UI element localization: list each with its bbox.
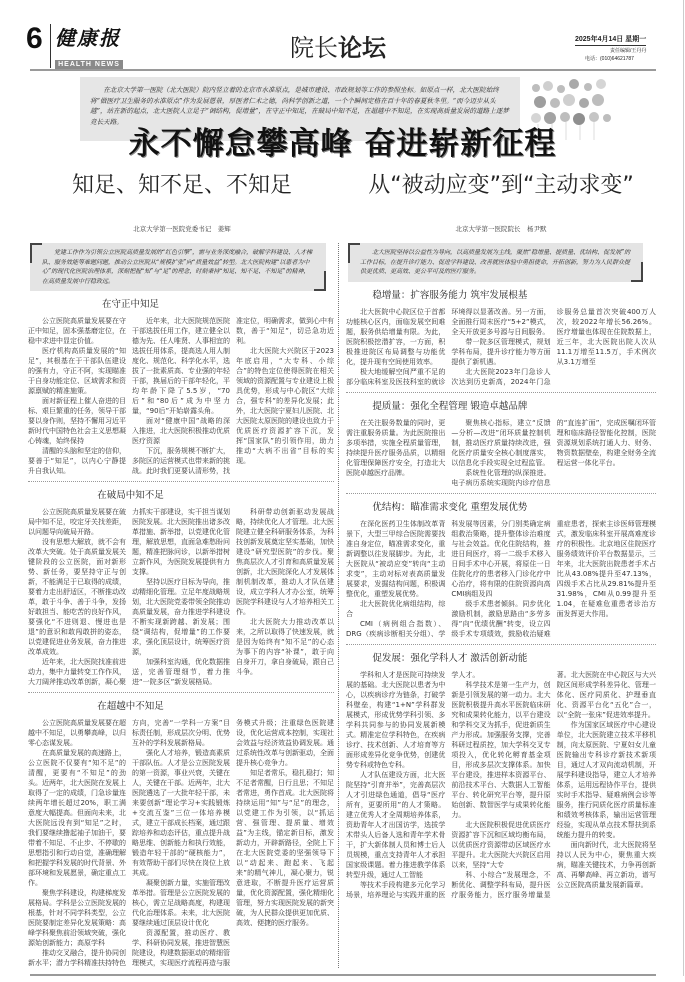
intro-box: 在北京大学第一医院（北大医院）院内竖立着的北京市水准原点，是城市建设、市政规划等工作的参照坐标。如原点一样，北大医院始终将“做医疗卫生服务的水准原点”作为发展愿景，厚医者仁术之德，尚科学创新之道，一个个瞬间定格在百十年的春夏秋冬里。“而今迈步从头越”，站在新的起点，北大医院人立足于“调结构，促增量”，在守正中知足，在破局中知不足，在超越中不知足，在实现高质量发展的道路上逐梦竞长天路。 [80, 77, 520, 141]
page-header-area [0, 0, 685, 243]
text-columns [28, 316, 334, 476]
paragraph: 北大医院大兴院区于2023年底启用，“大专科、小综合”的特色定位使得医院在相关领域的资源配置与专业建设上极具优势，形成与中心院区“大综合，强专科”的差异化发展；此外，北大医院宁夏妇儿医院、北大医院太原医院的建设也致力于优质医疗资源扩容下沉，发挥“国家队”的引领作用，助力推动“大病不出省”目标的实现。 [236, 347, 334, 465]
text-columns [346, 670, 656, 900]
paragraph: 科、小综合”发展理念，不断优化、调整学科布局，提升医疗服务能力，医疗服务增量显著。北大医院在中心院区与大兴院区间形成学科差异化、管理一体化、医疗同质化、护理垂直化、资源平台化“五化”合一，以“全院一张床”促进效率提升。 [451, 670, 656, 899]
text-columns [346, 418, 656, 488]
paragraph: 级手术患者倾斜。同步优化激励机制，激励思路由“多劳多得”向“优绩优酬”转变，设立四级手术专项绩效，鼓励收治疑难重症患者，探索主诊医师管理模式，激发临床科室开展高难度诊疗的积极性。北京地区住院医疗服务绩效评价平台数据显示，三年来，北大医院出院患者手术占比从43.08%提升至47.13%，四级手术占比从29.81%提升至31.98%，CMI从0.99提升至1.04，在疑难危重患者诊治方面发挥更大作用。 [451, 519, 656, 638]
masthead-divider [50, 24, 51, 68]
paragraph: 面对新征程上催人奋进的目标、艰巨繁重的任务，领导干部要以身作则，坚持不懈用习近平新时代中国特色社会主义思想凝心铸魂，始终保持 [28, 397, 126, 445]
paragraph: 北大医院2023年门急诊人次达到历史新高，2024年门急诊服务总量首次突破400万人次，较2022年增长56.26%。医疗增量也体现在住院数据上，近三年，北大医院出院人次从11.1万增至11.5万，手术例次从3.1万增至 [451, 307, 656, 386]
right-article [338, 243, 656, 968]
articles-area [0, 243, 685, 968]
page-edge [683, 0, 684, 976]
paragraph: 带一院多区管理模式，规划学科布局，提升诊疗能力等方面提供了新机遇。 [451, 337, 551, 366]
section-heading: 优结构：瞄准需求变化 重塑发展优势 [372, 501, 528, 513]
paper-logo: 健康报 [55, 26, 121, 50]
section-heading: 促发展：强化学科人才 激活创新动能 [372, 652, 528, 664]
paragraph: 北大医院积极促进优质医疗资源扩容下沉和区域均衡布局，以优质医疗资源带动区域医疗水平提升。北大医院大兴院区启用以来，坚持“大专 [451, 820, 551, 869]
article-section [346, 392, 656, 488]
section-title [290, 28, 386, 63]
paragraph: 在关注服务数量的同时，更需注重服务质量。为此医院推出多项举措，实施全程质量管理，持续提升医疗服务品质，以精细化管理保障医疗安全，打造北大医院卓越医疗品牌。 [346, 418, 446, 477]
section-title-light: 院长 [290, 34, 338, 62]
paragraph: 没有思想大解放，就不会有改革大突破。处于高质量发展关键阶段的公立医院，面对新形势、新任务，要坚持守正与创新，不能满足于已取得的成绩，要着力走出舒适区，不断推动改革，敢于斗争、善于斗争，发扬好敢担当、能吃苦的良好作风，要强化“不进则退、慢进也是退”的意识和敢闯敢拼的姿态，以党建促进业务发展，奋力推进改革成效。 [28, 538, 126, 656]
paragraph: 等技术手段构建多元化学习场景，培养理论与实践并重的医学人才。 [346, 670, 480, 899]
page-number: 6 [26, 22, 43, 55]
article-section [28, 692, 334, 968]
main-headline: 永不懈怠攀高峰 奋进崭新征程 [128, 126, 557, 162]
paragraph: 坚持以医疗目标为导向，推动精细化管理。立足年度战略规划，北大医院党委带领全院推动高质量发展，奋力推进学科建设不断实现新跨越、新发展；围绕“调结构，促增量”的工作要求，强化顶层设计，统筹医疗资源， [132, 578, 230, 656]
top-rule [30, 69, 656, 71]
paragraph: 下沉，服务规模不断扩大，多院区的运营模式也带来新的挑战。此时我们更要认清形势，找准定位，明确需求，做到心中有数，善于“知足”，切忌急功近利。 [132, 317, 334, 475]
paragraph: 公立医院高质量发展要在超越中不知足，以勇攀高峰，以归零心态谋发展。 [28, 719, 126, 747]
paragraph: 极大地缓解空间严重不足的部分临床科室及医技科室的就诊环境得以显著改善。另一方面，全面推行周末医疗“5+2”模式，全天开放更多号源与日间服务。 [346, 307, 551, 386]
section-heading: 在超越中不知足 [97, 701, 164, 712]
paragraph: 清醒的头脑和坚定的信仰，要善于“知足”，以内心宁静提升自我认知。 [28, 447, 126, 475]
paragraph: 北大医院优化病组结构，综合 [346, 599, 446, 618]
paragraph: 系统性化管理的纵深推进。电子病历系统实现院内诊疗信息的“直连扩面”，完成医嘱闭环管理和临床路径智能化控制，医院资源规划系统打通人力、财务、物资数据壁垒，构建全财务全流程运营一体化平台。 [451, 418, 656, 487]
section-heading: 稳增量：扩容服务能力 筑牢发展根基 [372, 289, 528, 301]
paragraph: CMI（病例组合指数）、DRG（疾病诊断相关分组）、学科发展等因素，分门别类确定病组救治策略，提升整体诊治难度与社会效益。优化住院结构，推进日间医疗，将一二级手术移入日间手术中心开展，将原住一日住院化疗的患者移入门诊化疗中心治疗，将有限的住院资源向高CMI病组及四 [346, 519, 551, 638]
paragraph: 学科和人才是医院可持续发展的基础。北大医院以患者为中心，以疾病诊疗为链条，打破学科壁垒，构建“1+N”学科群发展模式，形成优势学科引领、多学科共同参与的协同发展新模式。精准定位学科特色，在疾病诊疗、技术创新、人才培育等方面形成差异化竞争优势，创建优势专科或特色专科。 [346, 670, 446, 769]
paragraph: 近年来，北大医院规范医院干部选拔任用工作，建立健全以德为先、任人唯贤、人事相宜的选拔任用体系，提高选人用人制度化、规范化、科学化水平，选拔了一批素质高、专业强的年轻干部，换届后的干部年轻化，平均年龄下降了5.5岁，“70后”和“80后”成为中坚力量，“90后”开始崭露头角。 [132, 317, 230, 415]
paragraph: 面向新时代，北大医院将坚持以人民为中心，聚焦重大疾病，瞄准关键技术，力争再创新高、再攀高峰、再立新功，谱写公立医院高质量发展新篇章。 [556, 840, 656, 889]
article-section [346, 644, 656, 900]
section-heading: 提质量：强化全程管理 锻造卓越品牌 [372, 400, 528, 412]
right-pull-quote: 北大医院坚持以公益性为导向，以高质量发展为主线，聚焦“稳增量、提质量、优结构、促发展”的工作目标，在提升诊疗能力、促进学科建设、改善就医体验中勇担使命，开拓创新，努力为人民群众提供更优质、更高效、更公平可及的医疗服务。 [348, 243, 643, 282]
right-article-title: 从“被动应变”到“主动求变” [368, 173, 634, 198]
paragraph: 在高质量发展的高速路上，公立医院不仅要有“知不足”的清醒，更要有“不知足”的劲头。近两年，北大医院在发展上取得了一定的成绩，门急诊量连续两年增长超过20%，职工满意度大幅提高。但面向未来，北大医院远没有到“知足”之时，我们要继续撸起袖子加油干，要带着不知足、不止步、不停歇的思想指引和行动自觉，准确理解和把握学科发展的时代背景、外部环境和发展愿景，确定重点工作。 [28, 749, 126, 887]
section-title-bold: 论坛 [338, 34, 386, 62]
text-columns [346, 519, 656, 639]
left-article [28, 243, 338, 968]
paragraph: 科研带动创新驱动发展战略，持续优化人才管理。北大医院建立健全科研服务体系，为科技创新发展奠定坚实基础，加快建设“研究型医院”的步伐。聚焦高层次人才引育和高质量发展创新，北大医院深化人才发展体制机制改革，推动人才队伍建设，成立学科人才办公室，统筹医院学科建设与人才培养相关工作。 [236, 508, 334, 616]
paragraph: 北大医院大力推动改革以来，之所以取得了快速发展，就是因为始终有“知不足”的心态为事下的内容“补课”，敢于向自身开刀，拿自身破局，跟自己斗争。 [236, 618, 334, 676]
paragraph: 强化人才培养，锻造高素质干部队伍。人才是公立医院发展的第一资源，事业兴衰，关键在人，关键在干部。近两年，北大医院遴选了一大批年轻干部，未来要创新“理论学习+实践锻炼+交流互鉴”三位一体培养模式，建立干部成长档案，通过跟踪培养和动态评估，重点提升战略思维、创新能力和执行效能，锻造年轻干部的“硬核能力”，有效帮助干部们尽快在岗位上放其成。 [132, 749, 230, 877]
left-pull-quote: 党建工作作为引领公立医院高质量发展的“红色引擎”，需与业务深度融合，破解学科建设、人才梯队、服务效能等难题问题，推动公立医院从“规模扩张”向“质量效益”转型。北大医院构建“以患者为中心”的现代化医院治理体系，深刻把握“知”与“足”的理念，时刻秉持“知足、知不足、不知足”的精神，在高质量发展中行稳致远。 [30, 243, 326, 291]
paragraph: 近年来，北大医院找准前进动力，集中力量转变工作作风，大刀阔斧推动改革创新，凝心聚力抓实干部建设，实干担当谋划医院发展。北大医院推出诸多改革措施、新举措，以党建优化管理，解放思想，直面急难愁盼问题，精准把脉问诊，以新举措树立新作风，为医院发展提供有力支撑。 [28, 508, 230, 686]
left-article-title: 知足、知不足、不知足 [71, 173, 292, 198]
article-section [28, 481, 334, 687]
paragraph: 面对“健康中国”战略的深入推进，北大医院积极推动优质医疗资源 [132, 417, 230, 445]
bottom-rule [30, 974, 656, 976]
section-heading: 在守正中知足 [102, 299, 160, 310]
paper-logo-en: HEALTH NEWS [55, 60, 123, 69]
paragraph: 聚焦核心指标，建立“反馈—分析—改进”闭环质量控制机制，推动医疗质量持续改进，强化医疗质量安全核心制度落实，以信息化手段实现全过程监管。 [451, 418, 551, 467]
paragraph: 公立医院高质量发展要在破局中知不足，咬定牙关找差距，以问题导向破局开路。 [28, 508, 126, 536]
article-section [346, 282, 656, 387]
section-heading: 在破局中知不足 [97, 490, 164, 501]
paragraph: 知足者常乐，稳扎稳打；知不足者常醒，日行且思；不知足者常进，勇作首成。北大医院将持续运用“知”与“足”的理念，以党建工作为引领，以“抓运营、强管理、提质量、增效益”为主线，锚定新目标，激发新动力，开辟新路径，全院上下在北大医院党委的坚强领导下以“动起来、跑起来、飞起来”的精气神儿，凝心聚力，锐意进取，不断提升医疗运营质量，优化资源配置，强化精细化管理，努力实现医院发展的新突破，为人民群众提供更加优质、高效、便捷的医疗服务。 [236, 769, 334, 927]
paragraph: 科学技术是第一生产力，创新是引领发展的第一动力。北大医院积极提升高水平医院临床研究和成果转化能力，以平台建设和学科交叉为抓手，促进新质生产力形成。加强服务支撑，完善科研过程质控，加大学科交叉专项投入，优化转化孵育基金项目，形成多层次支撑体系。加快平台建设，推进样本资源平台、前沿技术平台、大数据人工智能平台、转化研究平台等，提升原始创新、数智医学与成果转化能力。 [451, 680, 551, 819]
paragraph: 医疗机构高质量发展的“知足”，其根基在于干部队伍建设的强有力，守正不阿，实现瞄准于自身功能定位、区域需求和资源禀赋的精准施策。 [28, 347, 126, 395]
paragraph: 人才队伍建设方面，北大医院坚持“引育并举”，完善高层次人才引进绿色通道，倡导“医疗所有，更要所用”的人才策略。建立优秀人才全周期培养体系，资助青年人才出国访学，选拔学术带头人后备人选和青年学术骨干，扩大新体制人员和博士后人员规模，重点支持青年人才承担国家级课题。着力推进教学体系转型升级，通过人工智能 [346, 770, 446, 879]
paragraph: 作为国家区域医疗中心建设单位，北大医院建立技术平移机制，向太原医院、宁夏妇女儿童医院输出专科诊疗新技术新项目，通过人才双向流动机制，开展学科建设指导，建立人才培养体系，运用远程协作平台，提供实时手术指导、疑难病例会诊等服务，推行同质化医疗质量标准和绩效考核体系，输出运营管理经验，实现从单点技术帮扶到系统能力提升的转变。 [556, 720, 656, 839]
paragraph: 北大医院中心院区位于首都功能核心区内，面临发展空间难题，服务供给增量有限。为此，医院积极挖潜扩容，一方面，积极推进院区布局调整与功能优化，提升现有空间使用效率。 [346, 307, 446, 366]
paragraph: 聚焦学科建设，构建梯度发展格局。学科是公立医院发展的根基，针对不同学科类型，公立医院要制定差异化发展策略：高峰学科聚焦前沿领域突破，强化源始创新能力；高原学科 [28, 889, 126, 947]
article-section [28, 291, 334, 476]
right-byline: 北京大学第一医院院长 杨尹默 [455, 225, 547, 233]
text-columns [28, 507, 334, 687]
phone-number: 电话：(010)64621787 [585, 56, 634, 62]
paragraph: 推动交叉融合，提升协同创新水平；潜力学科精准扶持特色方向，完善“一学科一方案”目标责任制，形成层次分明、优势互补的学科发展新格局。 [28, 719, 230, 967]
editor-credit: 责任编辑/王丹丹 [610, 48, 647, 54]
paragraph: 加强科室沟通，优化数据推送，完善管理细节，着力推进“一院多区”新发展格局。 [132, 658, 230, 686]
left-byline: 北京大学第一医院党委书记 姜辉 [133, 225, 231, 233]
paragraph: 资源配置，推动医疗、教学、科研协同发展，推进智慧医院建设，构建数据驱动的精细管理模式，实现医疗流程再造与服务模式升级；注重绿色医院建设，优化运营成本控制，实现社会效益与经济效益协调发展。通过系统性改革与创新驱动，全面提升核心竞争力。 [132, 719, 334, 967]
article-section [346, 493, 656, 639]
paragraph: 公立医院高质量发展要在守正中知足，固本强基磨定位，在稳中求进中显定价值。 [28, 317, 126, 345]
text-columns [28, 718, 334, 968]
paragraph: 凝聚创新力量，实施管理改革举措。管理是公立医院发展的核心，需立足战略高度，构建现代化治理体系。未来，北大医院要继续通过顶层设计优化 [132, 879, 230, 927]
paragraph: 在深化医药卫生体制改革背景下，大型三甲综合医院需要找准自身定位，瞄准需求变化，重新调整以往发展脚步。为此，北大医院从“被动应变”转向“主动求变”，主动对标对表高质量发展要求，发掘结构问题，积极调整优化，重塑发展优势。 [346, 519, 446, 598]
issue-date: 2025年4月14日 星期一 [575, 34, 646, 46]
text-columns [346, 307, 656, 387]
